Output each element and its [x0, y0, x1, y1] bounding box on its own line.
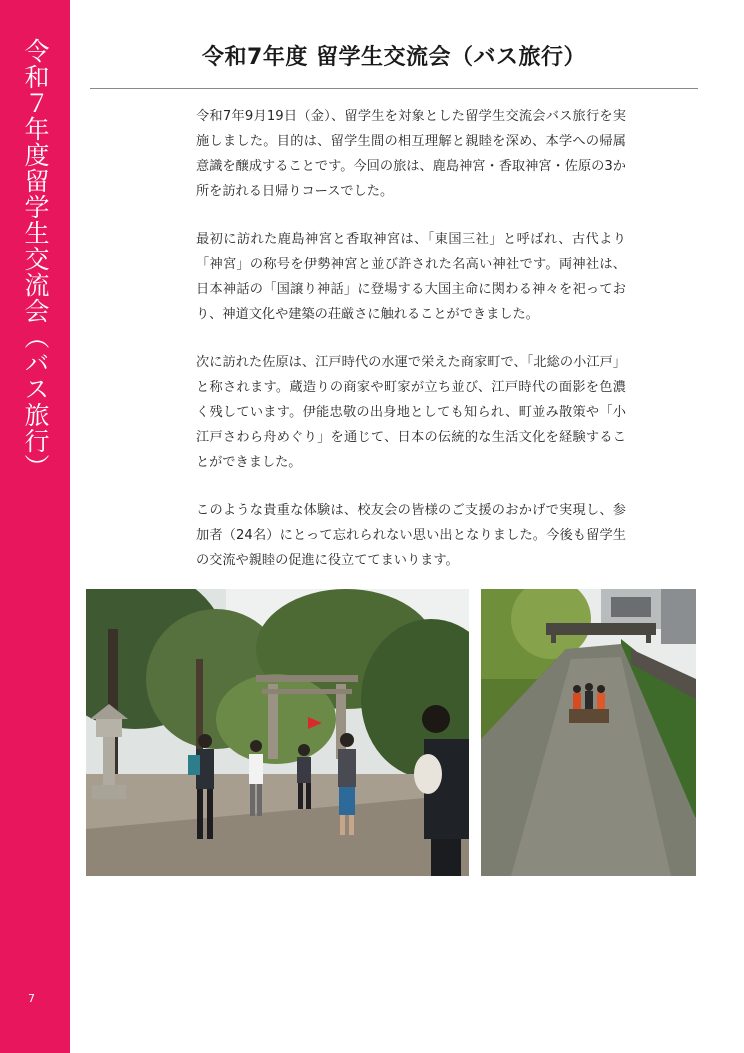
- page-title: 令和7年度 留学生交流会（バス旅行）: [202, 45, 586, 70]
- article-body: [196, 104, 626, 596]
- sidebar: [0, 0, 70, 1053]
- canal-boat-photo: [481, 589, 696, 876]
- paragraph-sawara: 次に訪れた佐原は、江戸時代の水運で栄えた商家町で、「北総の小江戸」と称されます。蔵造りの商家や町家が立ち並び、江戸時代の面影を色濃く残しています。伊能忠敬の出身地としても知られ、町並み散策や「小江戸さわら舟めぐり」を通じて、日本の伝統的な生活文化を経験することができました。: [196, 355, 626, 470]
- paragraph-closing: このような貴重な体験は、校友会の皆様のご支援のおかげで実現し、参加者（24名）にとって忘れられない思い出となりました。今後も留学生の交流や親睦の促進に役立ててまいります。: [196, 503, 626, 568]
- title-divider: [90, 88, 698, 89]
- paragraph-shrines: 最初に訪れた鹿島神宮と香取神宮は、「東国三社」と呼ばれ、古代より「神宮」の称号を伊勢神宮と並び許された名高い神社です。両神社は、日本神話の「国譲り神話」に登場する大国主命に関わる神々を祀っており、神道文化や建築の荘厳さに触れることができました。: [196, 232, 626, 322]
- paragraph-intro: 令和7年9月19日（金）、留学生を対象とした留学生交流会バス旅行を実施しました。目的は、留学生間の相互理解と親睦を深め、本学への帰属意識を醸成することです。今回の旅は、鹿島神宮・香取神宮・佐原の3か所を訪れる日帰りコースでした。: [196, 109, 626, 199]
- page-number: 7: [28, 992, 35, 1005]
- sidebar-title: 令和７年度留学生交流会（バス旅行）: [21, 38, 50, 480]
- shrine-photo: [86, 589, 469, 876]
